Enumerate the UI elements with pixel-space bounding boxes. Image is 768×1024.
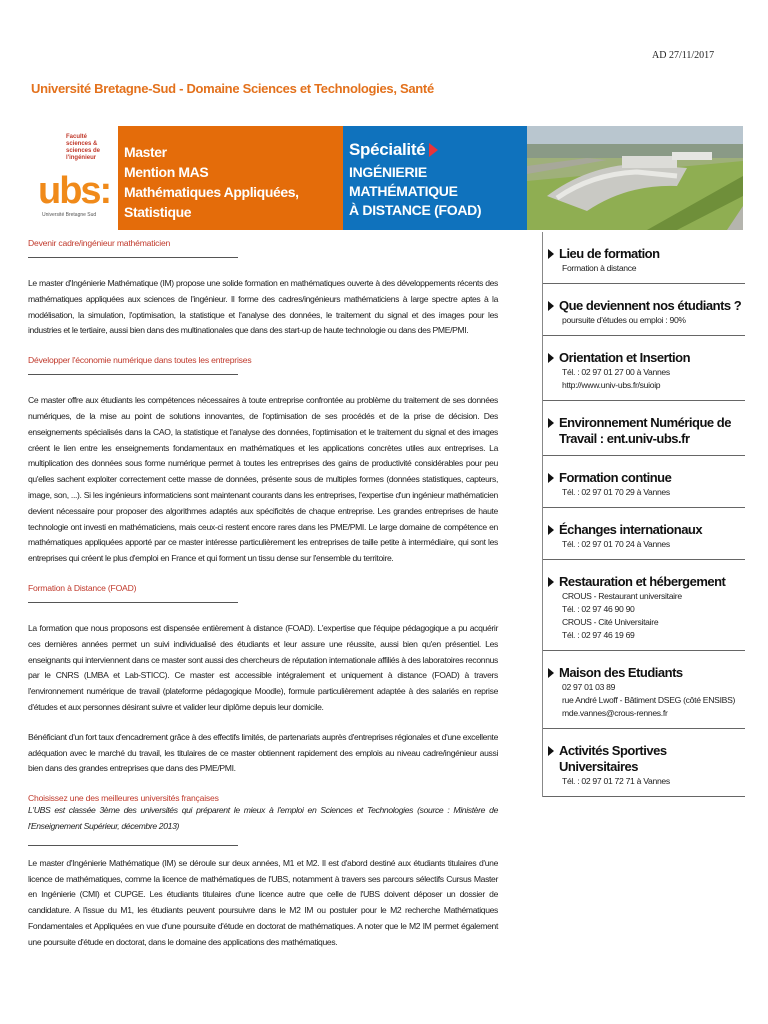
- sidebar-block: [543, 401, 745, 456]
- sidebar-line: Formation à distance: [562, 263, 637, 273]
- triangle-right-icon: [548, 353, 554, 363]
- sidebar-heading-text: Environnement Numérique de Travail : ent.univ-ubs.fr: [559, 415, 731, 446]
- section-choose: [28, 793, 498, 950]
- section-divider: [28, 257, 238, 258]
- mention-label: Mention MAS: [124, 164, 209, 180]
- sidebar-block: [543, 729, 745, 797]
- sidebar-heading: [548, 522, 745, 538]
- sidebar-heading-text: Activités Sportives Universitaires: [559, 743, 667, 774]
- sidebar-line: Tél. : 02 97 01 70 29 à Vannes: [562, 487, 670, 497]
- triangle-right-icon: [548, 525, 554, 535]
- sidebar-heading: [548, 470, 745, 486]
- sidebar-heading: [548, 298, 745, 314]
- sidebar-heading-text: Lieu de formation: [559, 246, 660, 261]
- sidebar-heading: [548, 574, 745, 590]
- paragraph: La formation que nous proposons est dispensée entièrement à distance (FOAD). L'expertise que l'équipe pédagogique a pu acquérir ces dernières années permet un suivi individualisé des étudiants et leur assure une réussite, aussi bien qu'en présentiel. Les enseignants qui interviennent dans ce master sont aussi des chercheurs de réputation internationale affiliés à des laboratoires reconnus par le CNRS (LMBA et Lab-STICC). Ce master est accessible intégralement et uniquement à distance (FOAD) à travers l'environnement numérique de travail (plateforme pédagogique Moodle), formule particulièrement adaptée à des salariés en reprise d'études et aux personnes désirant suivre et valider leur diplôme depuis leur domicile.: [28, 622, 498, 712]
- speciality-name: [349, 163, 527, 220]
- sidebar-line: Tél. : 02 97 46 19 69: [562, 630, 635, 640]
- sidebar-heading: [548, 743, 745, 775]
- sidebar-line: Tél. : 02 97 01 72 71 à Vannes: [562, 776, 670, 786]
- paragraph: Le master d'Ingénierie Mathématique (IM) propose une solide formation en mathématiques ouverte à des développements récents des mathématiques appliquées aux sciences de l'ingénieur. Il forme des cadres/ingénieurs mathématiciens à large spectre aptes à la modélisation, la simulation, l'optimisation, la statistique et l'analyse des données, le traitement du signal et des images pour les industries et le tertiaire, aussi bien dans des multinationales que dans des start-up de haute technologie ou dans des PME/PMI.: [28, 278, 498, 336]
- speciality-label: Spécialité: [349, 140, 426, 159]
- sidebar-line: CROUS - Cité Universitaire: [562, 617, 659, 627]
- logo-subtitle: Université Bretagne Sud: [42, 212, 97, 218]
- ubs-logo: [28, 126, 118, 230]
- sidebar-heading-text: Échanges internationaux: [559, 522, 703, 537]
- info-sidebar: [542, 232, 745, 797]
- triangle-right-icon: [548, 418, 554, 428]
- university-header: Université Bretagne-Sud - Domaine Sciences et Technologies, Santé: [31, 81, 434, 96]
- sidebar-line: 02 97 01 03 89: [562, 682, 616, 692]
- sidebar-heading-text: Orientation et Insertion: [559, 350, 691, 365]
- banner: [28, 126, 743, 230]
- master-title-box: [118, 126, 343, 230]
- ranking-note: L'UBS est classée 3ème des universités qui préparent le mieux à l'emploi en Sciences et Technologies (source : Ministère de l'Enseignement Supérieur, décembre 2013): [28, 805, 498, 831]
- document-reference: AD 27/11/2017: [652, 50, 715, 61]
- section-divider: [28, 374, 238, 375]
- triangle-right-icon: [548, 668, 554, 678]
- section-title: Développer l'économie numérique dans toutes les entreprises: [28, 355, 252, 366]
- sidebar-line: Tél. : 02 97 01 70 24 à Vannes: [562, 539, 670, 549]
- sidebar-heading: [548, 246, 745, 262]
- sidebar-heading-text: Restauration et hébergement: [559, 574, 726, 589]
- sidebar-block: [543, 508, 745, 560]
- triangle-right-icon: [548, 301, 554, 311]
- sidebar-heading-text: Maison des Etudiants: [559, 665, 683, 680]
- paragraph: Ce master offre aux étudiants les compétences nécessaires à toute entreprise confrontée au problème du traitement de ses données numériques, de la mise au point de solutions innovantes, de l'optimisation de ses procédés et de la prise de décision. Des enseignements spécialisés dans la CAO, la statistique et l'analyse des données, l'optimisation et le traitement du signal et des images créent le lien entre les enseignements fondamentaux en mathématiques et les applications concrètes utiles aux entreprises. La multiplication des données sous forme numérique permet à toutes les entreprises des gains de productivité considérables pour peu qu'elles sachent exploiter correctement cette masse de données, présente sous de multiples formes (données statistiques, capteurs, image, son, ...). Si les ingénieurs informaticiens sont maintenant courants dans les entreprises, l'expertise d'un ingénieur mathématicien devient nécessaire pour proposer des algorithmes adaptés aux spécificités de chaque entreprise. Les grandes entreprises de haute technologie ont investi en mathématiciens, mais ceux-ci restent encore rares dans les PME/PMI. Le large domaine de compétence en mathématiques appliquées apporté par ce master intéresse particulièrement les entreprises de taille petite à intermédiaire, qui sont les entreprises qui créent le plus d'emploi en France et qui forment un tissu dense sur l'ensemble du territoire.: [28, 395, 498, 564]
- sidebar-heading-text: Formation continue: [559, 470, 672, 485]
- sidebar-heading: [548, 350, 745, 366]
- sidebar-line: mde.vannes@crous-rennes.fr: [562, 708, 668, 718]
- triangle-right-icon: [548, 577, 554, 587]
- sidebar-heading-text: Que deviennent nos étudiants ?: [559, 298, 742, 313]
- sidebar-block: [543, 232, 745, 284]
- sidebar-line: poursuite d'études ou emploi : 90%: [562, 315, 686, 325]
- campus-aerial-photo: [527, 126, 743, 230]
- logo-faculty-text: Faculté sciences & sciences de l'ingénieur: [66, 134, 101, 161]
- section-title: Choisissez une des meilleures universités françaises: [28, 793, 219, 804]
- sidebar-line: Tél. : 02 97 01 27 00 à Vannes: [562, 367, 670, 377]
- triangle-right-icon: [548, 249, 554, 259]
- triangle-right-icon: [429, 143, 438, 157]
- sidebar-line: http://www.univ-ubs.fr/suioip: [562, 380, 661, 390]
- sidebar-line: rue André Lwoff - Bâtiment DSEG (côté ENSIBS): [562, 695, 736, 705]
- section-foad: [28, 583, 498, 777]
- section-economy: [28, 355, 498, 567]
- sidebar-heading: [548, 665, 745, 681]
- sidebar-heading: [548, 415, 745, 447]
- domain-label: Mathématiques Appliquées, Statistique: [124, 184, 299, 220]
- sidebar-block: [543, 651, 745, 729]
- master-label: Master: [124, 144, 167, 160]
- section-divider: [28, 602, 238, 603]
- sidebar-block: [543, 456, 745, 508]
- sidebar-line: CROUS - Restaurant universitaire: [562, 591, 682, 601]
- speciality-box: [343, 126, 527, 230]
- triangle-right-icon: [548, 473, 554, 483]
- speciality-title: [349, 140, 527, 160]
- paragraph: Bénéficiant d'un fort taux d'encadrement grâce à des effectifs limités, de partenariats auprès d'entreprises régionales et d'une excellente adéquation avec le marché du travail, les titulaires de ce master obtiennent rapidement des emplois au niveau cadre/ingénieur aussi bien dans des grandes entreprises que dans des PME/PMI.: [28, 731, 498, 774]
- section-career: [28, 238, 498, 339]
- logo-mark: ubs:: [38, 170, 111, 212]
- sidebar-line: Tél. : 02 97 46 90 90: [562, 604, 635, 614]
- sidebar-block: [543, 284, 745, 336]
- triangle-right-icon: [548, 746, 554, 756]
- campus-photo-illustration: [527, 126, 743, 230]
- paragraph: Le master d'Ingénierie Mathématique (IM) se déroule sur deux années, M1 et M2. Il est d'abord destiné aux étudiants titulaires d'une licence de mathématiques, comme la licence de mathématiques de l'UBS, notamment à travers ses parcours sélectifs Cursus Master en Ingénierie (CMI) et CUPGE. Les étudiants titulaires d'une licence autre que celle de l'UBS doivent déposer un dossier de candidature. A l'issue du M1, les étudiants peuvent poursuivre dans le M2 IM ou postuler pour le M2 recherche Mathématiques Fondamentales et Appliquées en vue d'une poursuite d'étude en doctorat de mathématiques. A noter que le M2 IM permet également une poursuite d'étude en doctorat, dans le domaine des applications des mathématiques.: [28, 857, 498, 947]
- speciality-line-1: INGÉNIERIE MATHÉMATIQUE: [349, 164, 458, 199]
- section-title: Formation à Distance (FOAD): [28, 582, 137, 593]
- sidebar-block: [543, 336, 745, 401]
- section-title: Devenir cadre/ingénieur mathématicien: [28, 238, 171, 248]
- sidebar-block: [543, 560, 745, 651]
- speciality-line-2: À DISTANCE (FOAD): [349, 202, 482, 218]
- section-divider: [28, 845, 238, 846]
- main-content: [28, 238, 498, 951]
